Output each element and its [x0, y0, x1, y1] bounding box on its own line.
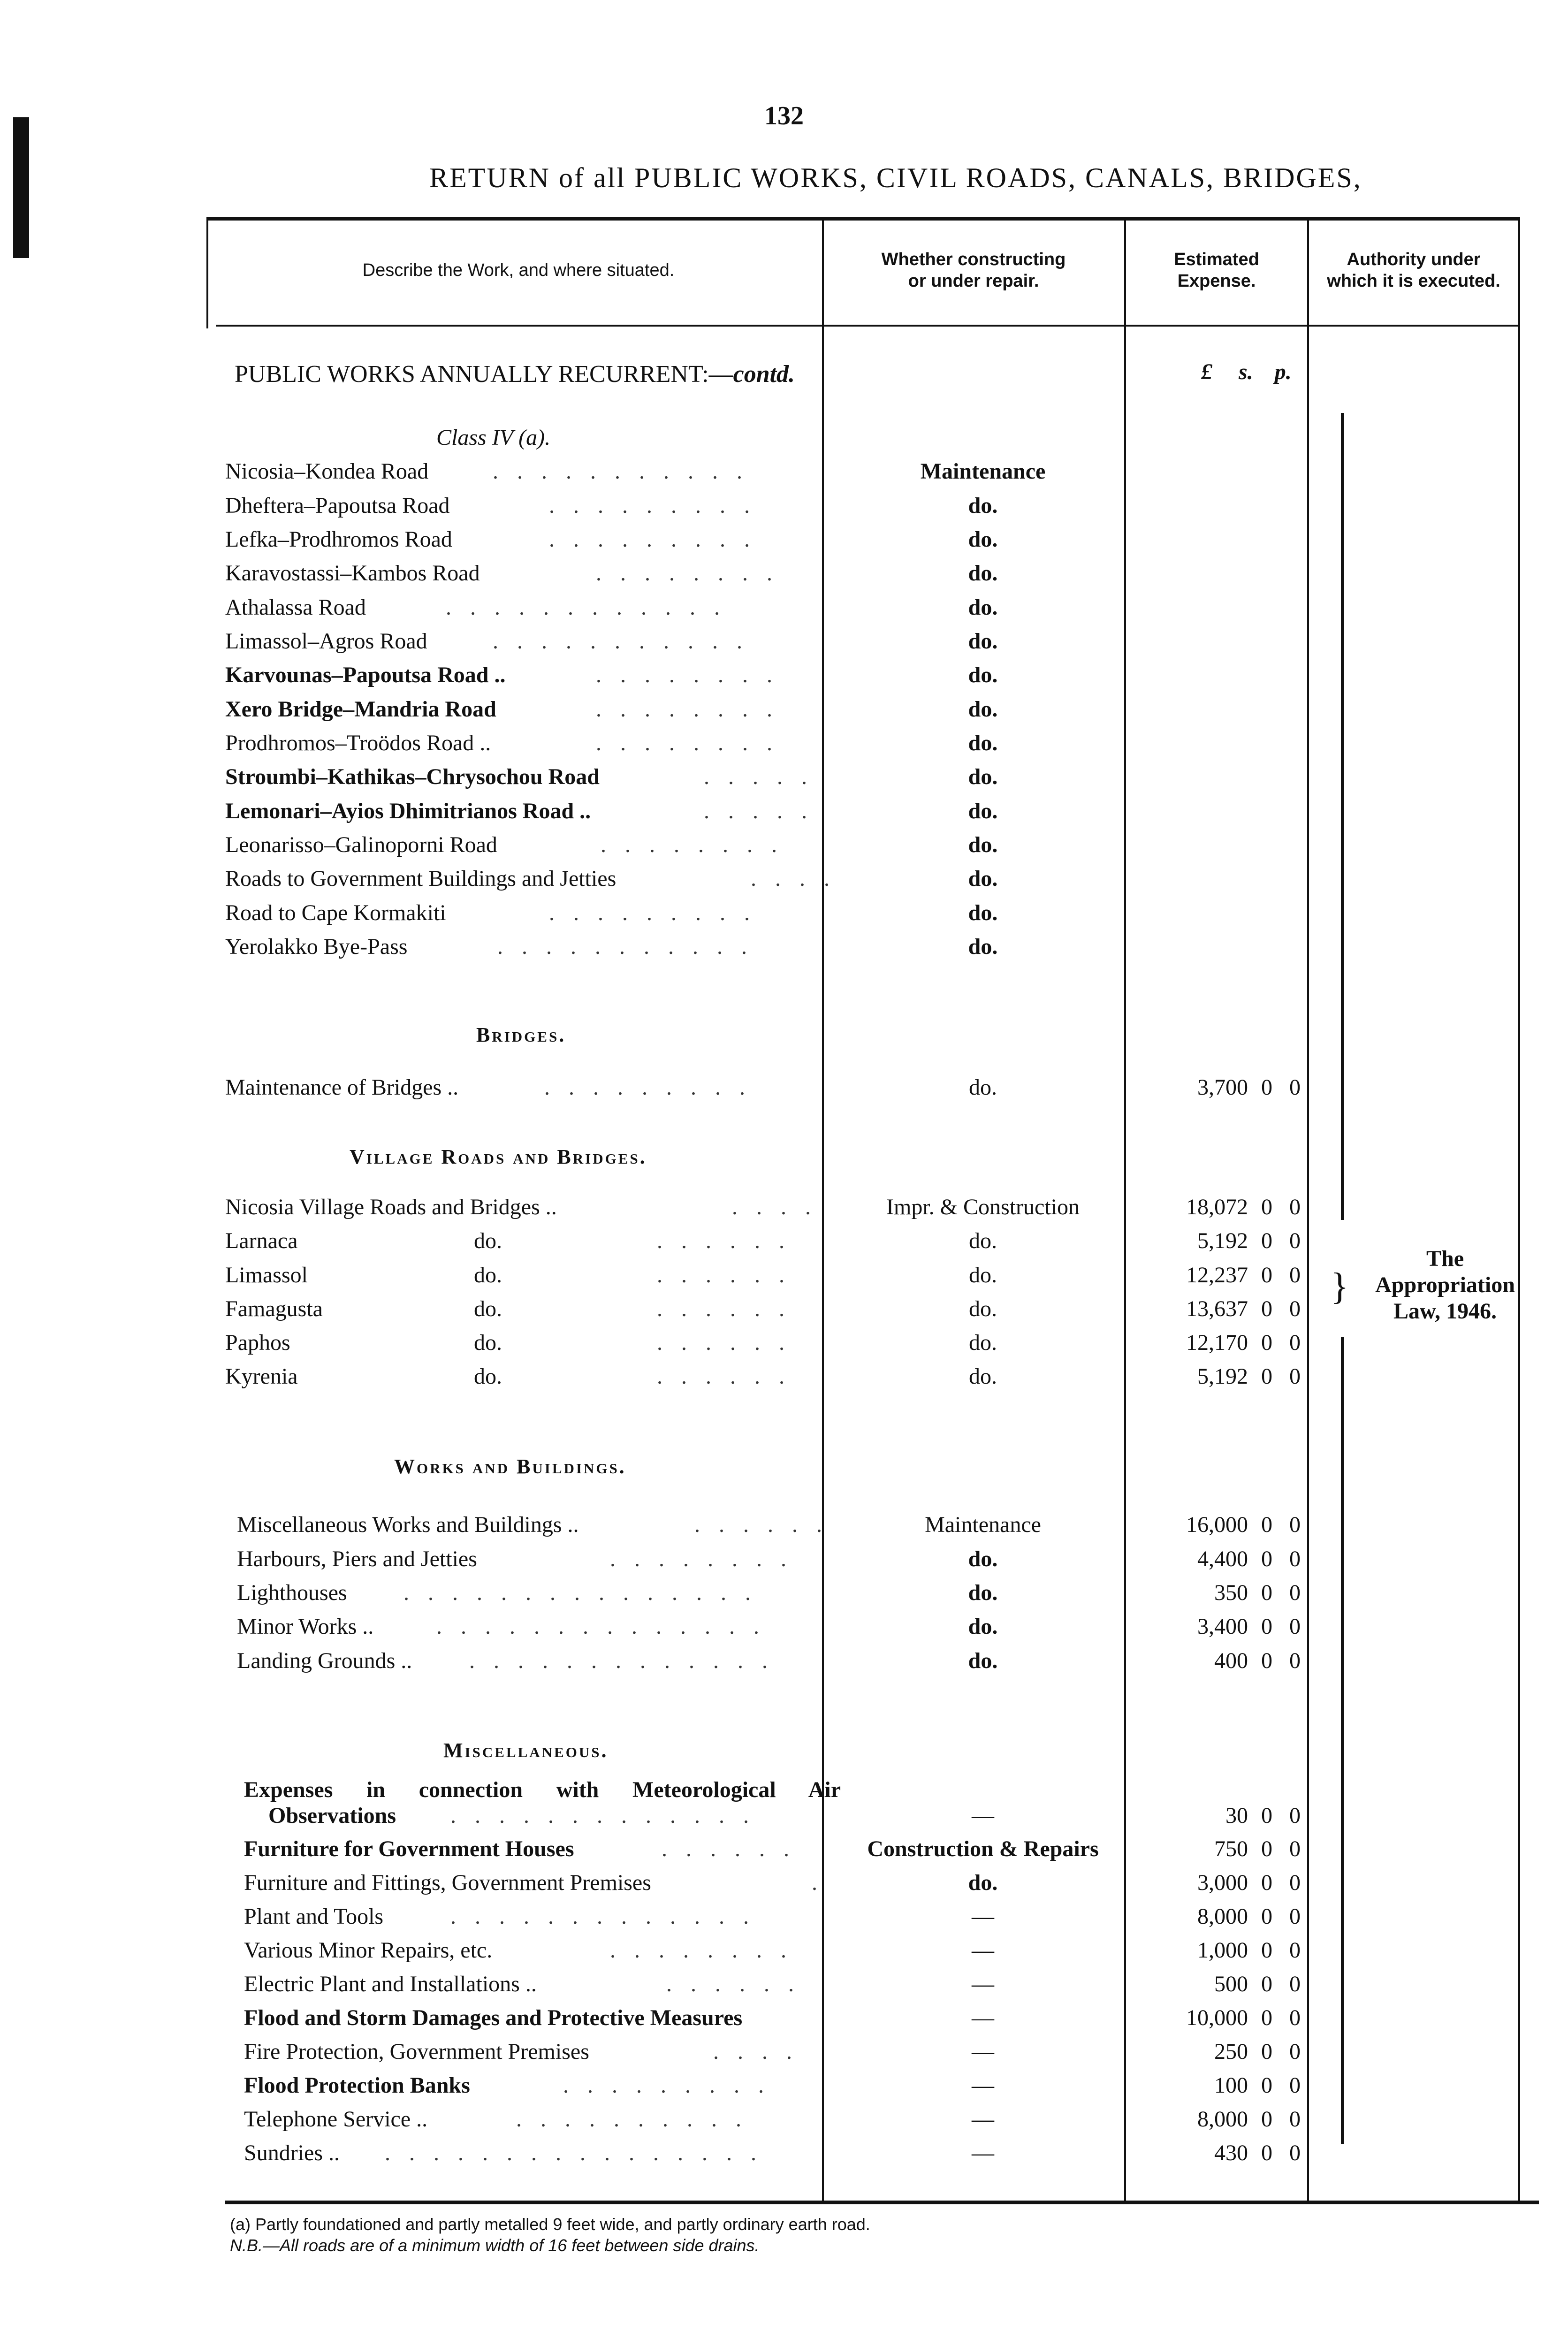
row-pounds: 350 [1214, 1580, 1248, 1605]
row-pounds: 12,170 [1186, 1330, 1248, 1355]
header-whether-line2: or under repair. [908, 271, 1039, 291]
row-shillings: 0 [1261, 2140, 1272, 2165]
row-desc: Dheftera–Papoutsa Road [225, 493, 450, 518]
row-pence: 0 [1289, 1195, 1301, 1219]
table-row [0, 866, 1568, 899]
page-title: RETURN of all PUBLIC WORKS, CIVIL ROADS, CANALS, BRIDGES, [429, 162, 1362, 193]
leader-dots: . . . . . . . . [596, 561, 779, 586]
row-status: do. [968, 731, 998, 755]
authority-brace-point: } [1331, 1266, 1349, 1307]
row-pounds: 5,192 [1197, 1364, 1248, 1389]
row-status: — [972, 2005, 994, 2030]
leader-dots: . . . . . . . . . . . [493, 629, 749, 654]
leader-dots: . . . . . . . . [610, 1938, 793, 1963]
row-status: do. [968, 764, 998, 789]
row-pounds: 4,400 [1197, 1546, 1248, 1571]
table-top-rule [206, 217, 1520, 221]
row-shillings: 0 [1261, 1546, 1272, 1571]
row-status: do. [968, 1870, 998, 1895]
village-heading: Village Roads and Bridges. [350, 1145, 647, 1168]
row-desc: Limassol [225, 1263, 308, 1287]
row-pence: 0 [1289, 1870, 1301, 1895]
row-pounds: 16,000 [1186, 1512, 1248, 1537]
leader-dots: . . . . [713, 2039, 799, 2064]
table-row [0, 1803, 1568, 1836]
leader-dots: . . . . . [704, 764, 814, 789]
leader-dots: . . . . . . [666, 1972, 800, 1996]
row-desc: Maintenance of Bridges .. [225, 1075, 459, 1100]
row-desc: Nicosia Village Roads and Bridges .. [225, 1195, 557, 1219]
leader-dots: . . . . [732, 1195, 817, 1219]
table-row [0, 2039, 1568, 2072]
leader-dots: . . . . . . . . . . . . . . . [403, 1580, 757, 1605]
row-pence: 0 [1289, 1512, 1301, 1537]
row-pounds: 750 [1214, 1836, 1248, 1861]
row-status: do. [968, 561, 998, 586]
row-status: do. [968, 799, 998, 823]
row-pounds: 400 [1214, 1648, 1248, 1673]
row-desc: Observations [268, 1803, 396, 1828]
row-pence: 0 [1289, 1075, 1301, 1100]
row-shillings: 0 [1261, 1972, 1272, 1996]
table-row [0, 1228, 1568, 1261]
header-authority-line2: which it is executed. [1327, 271, 1500, 291]
row-shillings: 0 [1261, 1263, 1272, 1287]
row-desc: Minor Works .. [237, 1614, 374, 1639]
row-desc: Flood Protection Banks [244, 2073, 470, 2098]
row-pence: 0 [1289, 1614, 1301, 1639]
leader-dots: . . . . . . [662, 1836, 796, 1861]
works-heading: Works and Buildings. [394, 1455, 626, 1478]
row-shillings: 0 [1261, 2039, 1272, 2064]
leader-dots: . . . . [751, 866, 836, 891]
leader-dots: . . . . . . . . . . . . [446, 595, 726, 620]
row-pence: 0 [1289, 2039, 1301, 2064]
header-estimated [1126, 249, 1307, 292]
row-shillings: 0 [1261, 1296, 1272, 1321]
table-row [0, 1363, 1568, 1396]
row-status: do. [968, 934, 998, 959]
header-whether [826, 249, 1121, 292]
leader-dots: . . . . . . . . . [544, 1075, 752, 1100]
table-row [0, 1937, 1568, 1970]
leader-dots: . . . . . . . . [596, 731, 779, 755]
section-contd: contd. [733, 361, 795, 388]
row-desc: Xero Bridge–Mandria Road [225, 697, 496, 722]
row-desc: Limassol–Agros Road [225, 629, 427, 654]
leader-dots: . . . . . . . . [596, 663, 779, 687]
table-row [0, 594, 1568, 627]
leader-dots: . . . . . [704, 799, 814, 823]
row-status: Impr. & Construction [886, 1195, 1080, 1219]
row-status: — [972, 1938, 994, 1963]
row-status: do. [968, 1580, 998, 1605]
table-row [0, 1512, 1568, 1545]
header-describe [216, 259, 821, 281]
row-desc: Various Minor Repairs, etc. [244, 1938, 493, 1963]
row-status: — [972, 2073, 994, 2098]
row-desc: Lefka–Prodhromos Road [225, 527, 452, 552]
table-row [0, 2005, 1568, 2038]
row-pence: 0 [1289, 2005, 1301, 2030]
table-row [0, 934, 1568, 967]
table-row [0, 1836, 1568, 1869]
row-desc: Prodhromos–Troödos Road .. [225, 731, 491, 755]
misc-heading: Miscellaneous. [443, 1739, 609, 1762]
row-pence: 0 [1289, 1836, 1301, 1861]
table-left-border [206, 221, 208, 328]
table-row [0, 1194, 1568, 1227]
leader-dots: . . . . . . . . [596, 697, 779, 722]
row-pence: 0 [1289, 1228, 1301, 1253]
row-status: Maintenance [925, 1512, 1041, 1537]
row-desc: Fire Protection, Government Premises [244, 2039, 589, 2064]
leader-dots: . . . . . . . . . [563, 2073, 770, 2098]
authority-line1: The [1426, 1246, 1464, 1271]
row-pence: 0 [1289, 1296, 1301, 1321]
leader-dots: . . . . . . . . . . . [493, 459, 749, 484]
row-pounds: 3,400 [1197, 1614, 1248, 1639]
row-status: do. [969, 1364, 997, 1389]
row-pounds: 500 [1214, 1972, 1248, 1996]
leader-dots: . . . . . . . . . [549, 493, 756, 518]
row-status: do. [969, 1263, 997, 1287]
table-row [0, 1580, 1568, 1613]
leader-dots: . . . . . . . . . . . . . [450, 1803, 755, 1828]
row-desc: Famagusta [225, 1296, 323, 1321]
row-shillings: 0 [1261, 2005, 1272, 2030]
header-describe-text: Describe the Work, and where situated. [362, 260, 675, 280]
row-pounds: 5,192 [1197, 1228, 1248, 1253]
row-pounds: 12,237 [1186, 1263, 1248, 1287]
row-desc: Furniture and Fittings, Government Premises [244, 1870, 651, 1895]
leader-dots: . . . . . . [657, 1330, 791, 1355]
row-desc: Karvounas–Papoutsa Road .. [225, 663, 506, 687]
row-status: do. [968, 900, 998, 925]
table-row [0, 1904, 1568, 1936]
row-pence: 0 [1289, 2107, 1301, 2132]
row-pence: 0 [1289, 1904, 1301, 1929]
row-pence: 0 [1289, 1330, 1301, 1355]
row-shillings: 0 [1261, 1870, 1272, 1895]
table-row [0, 900, 1568, 933]
footnote-a: (a) Partly foundationed and partly metalled 9 feet wide, and partly ordinary earth road. [230, 2215, 870, 2234]
row-status: do. [968, 1614, 998, 1639]
row-desc: Landing Grounds .. [237, 1648, 412, 1673]
leader-dots: . . . . . . . . . [549, 900, 756, 925]
row-desc: Paphos [225, 1330, 290, 1355]
row-pounds: 3,700 [1197, 1075, 1248, 1100]
row-status: do. [968, 663, 998, 687]
row-sub: do. [474, 1330, 502, 1355]
row-pence: 0 [1289, 1580, 1301, 1605]
row-status: do. [968, 866, 998, 891]
table-row [0, 696, 1568, 729]
row-status: do. [969, 1075, 997, 1100]
unit-shillings: s. [1239, 359, 1253, 384]
row-sub: do. [474, 1263, 502, 1287]
row-status: do. [968, 832, 998, 857]
row-shillings: 0 [1261, 1938, 1272, 1963]
row-shillings: 0 [1261, 1648, 1272, 1673]
row-desc: Roads to Government Buildings and Jetties [225, 866, 617, 891]
leader-dots: . . . . . . . . . [549, 527, 756, 552]
row-desc: Telephone Service .. [244, 2107, 428, 2132]
row-status: — [972, 1904, 994, 1929]
header-whether-line1: Whether constructing [881, 250, 1066, 269]
row-pounds: 1,000 [1197, 1938, 1248, 1963]
row-desc: Kyrenia [225, 1364, 298, 1389]
row-desc: Leonarisso–Galinoporni Road [225, 832, 497, 857]
row-status: Maintenance [920, 459, 1046, 484]
row-shillings: 0 [1261, 1330, 1272, 1355]
table-row [0, 1648, 1568, 1681]
section-title [235, 360, 795, 388]
row-desc: Larnaca [225, 1228, 298, 1253]
row-shillings: 0 [1261, 1904, 1272, 1929]
row-desc: Miscellaneous Works and Buildings .. [237, 1512, 579, 1537]
row-status: Construction & Repairs [867, 1836, 1099, 1861]
table-bottom-rule [225, 2201, 1539, 2204]
row-desc: Lemonari–Ayios Dhimitrianos Road .. [225, 799, 591, 823]
table-row [0, 493, 1568, 526]
leader-dots: . . . . . . . . . . [516, 2107, 748, 2132]
row-pence: 0 [1289, 1938, 1301, 1963]
row-shillings: 0 [1261, 1195, 1272, 1219]
class-heading: Class IV (a). [436, 425, 551, 450]
row-desc: Plant and Tools [244, 1904, 384, 1929]
currency-units [1201, 359, 1292, 385]
row-pounds: 100 [1214, 2073, 1248, 2098]
leader-dots: . . . . . . . . . . . . . [469, 1648, 774, 1673]
footnote-nb: N.B.—All roads are of a minimum width of 16 feet between side drains. [230, 2236, 760, 2255]
leader-dots: . . . . . . [657, 1263, 791, 1287]
row-status: — [972, 2140, 994, 2165]
row-shillings: 0 [1261, 2073, 1272, 2098]
row-status: — [972, 1972, 994, 1996]
row-shillings: 0 [1261, 1075, 1272, 1100]
leader-dots: . [812, 1870, 824, 1895]
row-sub: do. [474, 1228, 502, 1253]
row-pence: 0 [1289, 1803, 1301, 1828]
row-pence: 0 [1289, 1972, 1301, 1996]
row-shillings: 0 [1261, 1364, 1272, 1389]
row-status: do. [968, 527, 998, 552]
header-authority [1309, 249, 1518, 292]
table-header-rule [216, 325, 1520, 327]
row-shillings: 0 [1261, 1228, 1272, 1253]
table-row [0, 2072, 1568, 2105]
row-desc: Flood and Storm Damages and Protective Measures [244, 2005, 743, 2030]
row-pence: 0 [1289, 2140, 1301, 2165]
row-desc: Electric Plant and Installations .. [244, 1972, 537, 1996]
row-pounds: 18,072 [1186, 1195, 1248, 1219]
table-row [0, 1330, 1568, 1363]
row-shillings: 0 [1261, 1836, 1272, 1861]
row-pounds: 8,000 [1197, 2107, 1248, 2132]
table-row [0, 2140, 1568, 2173]
leader-dots: . . . . . . [657, 1296, 791, 1321]
row-desc: Sundries .. [244, 2140, 340, 2165]
row-pence: 0 [1289, 2073, 1301, 2098]
row-sub: do. [474, 1296, 502, 1321]
table-row [0, 832, 1568, 865]
leader-dots: . . . . . . . . . . . [497, 934, 754, 959]
authority-text [1347, 1246, 1544, 1325]
table-row [0, 628, 1568, 661]
row-desc: Harbours, Piers and Jetties [237, 1546, 477, 1571]
row-pounds: 10,000 [1186, 2005, 1248, 2030]
table-row [0, 730, 1568, 763]
row-shillings: 0 [1261, 1614, 1272, 1639]
leader-dots: . . . . . . . . [601, 832, 784, 857]
row-desc: Athalassa Road [225, 595, 366, 620]
leader-dots: . . . . . . [657, 1228, 791, 1253]
leader-dots: . . . . . . . . . . . . . . [436, 1614, 766, 1639]
table-row [0, 798, 1568, 831]
header-authority-line1: Authority under [1347, 250, 1481, 269]
authority-brace-upper [1341, 413, 1344, 1220]
row-desc: Lighthouses [237, 1580, 347, 1605]
section-title-text: PUBLIC WORKS ANNUALLY RECURRENT:— [235, 361, 733, 388]
bridges-heading: Bridges. [476, 1023, 566, 1046]
row-pounds: 13,637 [1186, 1296, 1248, 1321]
leader-dots: . . . . . . . . . . . . . . . . [385, 2140, 763, 2165]
row-status: do. [968, 1546, 998, 1571]
header-estimated-line1: Estimated [1174, 250, 1259, 269]
table-row [0, 458, 1568, 491]
table-row [0, 1870, 1568, 1903]
row-status: do. [968, 697, 998, 722]
row-shillings: 0 [1261, 1512, 1272, 1537]
row-status: do. [968, 629, 998, 654]
row-status: do. [969, 1228, 997, 1253]
page-number: 132 [764, 101, 804, 130]
row-pence: 0 [1289, 1648, 1301, 1673]
misc-first-line1: Expenses in connection with Meteorological Air [244, 1777, 841, 1802]
table-row [0, 526, 1568, 559]
row-sub: do. [474, 1364, 502, 1389]
authority-line3: Law, 1946. [1393, 1299, 1497, 1324]
row-pounds: 430 [1214, 2140, 1248, 2165]
authority-brace-lower [1341, 1337, 1344, 2144]
row-pounds: 8,000 [1197, 1904, 1248, 1929]
table-row [0, 560, 1568, 593]
row-status: do. [968, 595, 998, 620]
row-shillings: 0 [1261, 1580, 1272, 1605]
leader-dots: . . . . . . . . . . . . . [450, 1904, 755, 1929]
table-row [0, 764, 1568, 797]
leader-dots: . . . . . . [694, 1512, 829, 1537]
row-desc: Yerolakko Bye-Pass [225, 934, 408, 959]
row-status: do. [968, 493, 998, 518]
row-pence: 0 [1289, 1364, 1301, 1389]
table-row [0, 1074, 1568, 1107]
row-status: — [972, 2107, 994, 2132]
row-status: do. [969, 1330, 997, 1355]
table-row [0, 1614, 1568, 1646]
row-desc: Stroumbi–Kathikas–Chrysochou Road [225, 764, 600, 789]
leader-dots: . . . . . . [657, 1364, 791, 1389]
row-status: do. [968, 1648, 998, 1673]
authority-line2: Appropriation [1375, 1272, 1515, 1297]
binding-mark [13, 117, 29, 258]
unit-pounds: £ [1201, 359, 1212, 384]
row-shillings: 0 [1261, 1803, 1272, 1828]
row-desc: Furniture for Government Houses [244, 1836, 574, 1861]
row-status: — [972, 1803, 994, 1828]
row-pounds: 30 [1225, 1803, 1248, 1828]
unit-pence: p. [1274, 359, 1292, 384]
row-pence: 0 [1289, 1546, 1301, 1571]
table-row [0, 662, 1568, 695]
table-row [0, 1546, 1568, 1579]
row-pounds: 250 [1214, 2039, 1248, 2064]
table-row [0, 2106, 1568, 2139]
row-desc: Karavostassi–Kambos Road [225, 561, 480, 586]
row-status: do. [969, 1296, 997, 1321]
row-desc: Road to Cape Kormakiti [225, 900, 446, 925]
row-pence: 0 [1289, 1263, 1301, 1287]
row-desc: Nicosia–Kondea Road [225, 459, 429, 484]
row-pounds: 3,000 [1197, 1870, 1248, 1895]
header-estimated-line2: Expense. [1177, 271, 1256, 291]
row-shillings: 0 [1261, 2107, 1272, 2132]
row-status: — [972, 2039, 994, 2064]
leader-dots: . . . . . . . . [610, 1546, 793, 1571]
table-row [0, 1971, 1568, 2004]
